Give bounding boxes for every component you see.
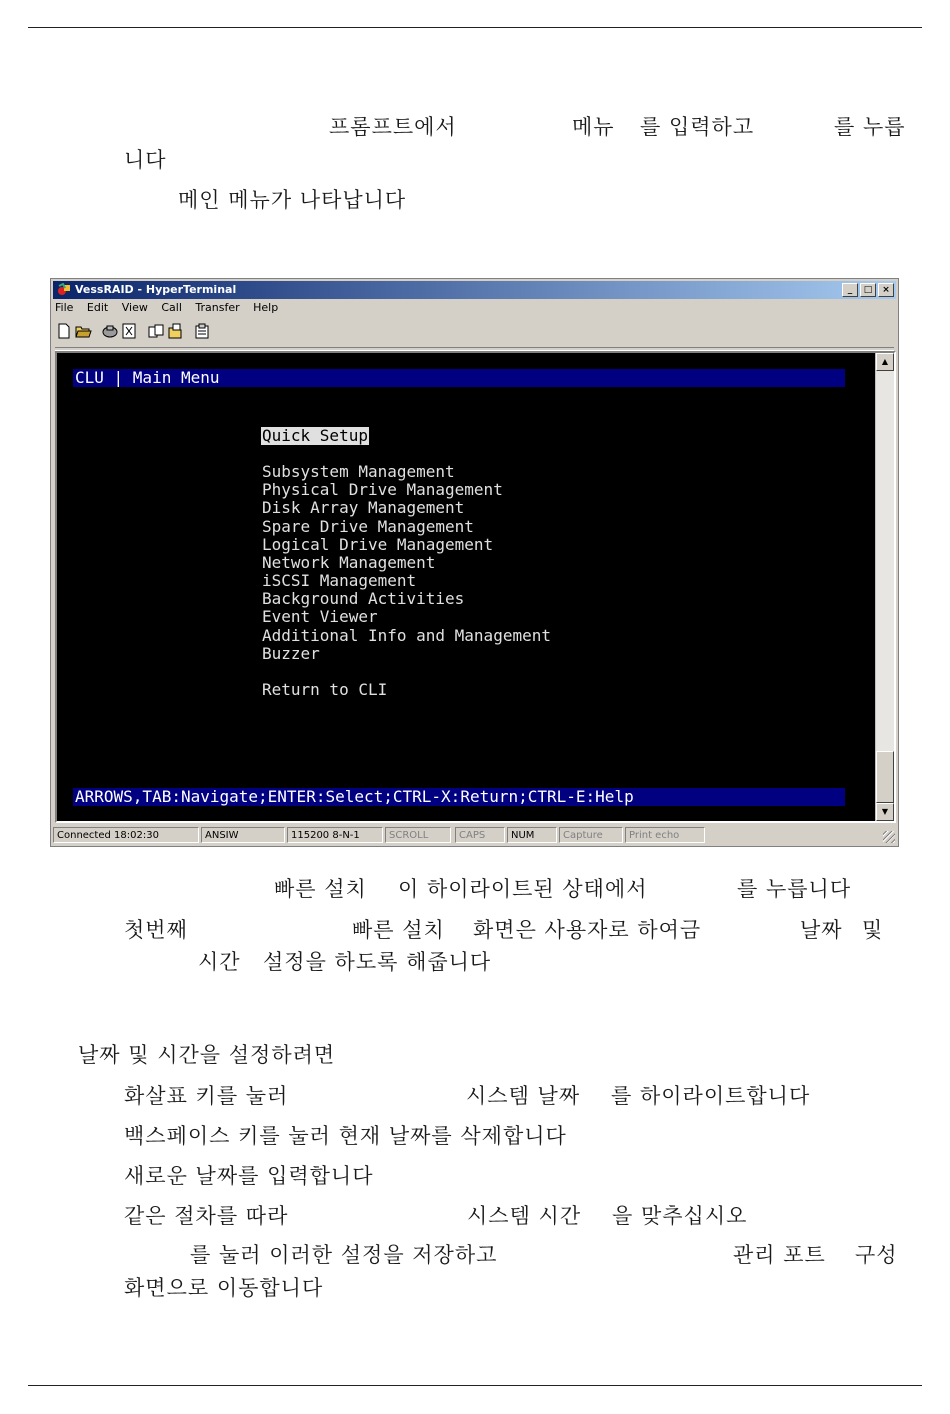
properties-icon[interactable] [193,322,211,340]
status-capture: Capture [559,827,623,843]
status-connected: Connected 18:02:30 [53,827,199,843]
open-icon[interactable] [74,322,92,340]
intro-text-1d: 를 누릅 [834,115,906,139]
terminal-header: CLU | Main Menu [73,369,845,387]
hyperterminal-window [50,278,899,847]
menu-item-physical-drive-management[interactable]: Physical Drive Management [262,480,503,499]
after-text-1a: 빠른 설치 [274,877,367,901]
step-3: 새로운 날짜를 입력합니다 [124,1164,374,1188]
steps-heading: 날짜 및 시간을 설정하려면 [78,1043,336,1067]
after-text-2e: 및 [862,918,884,942]
status-emulation: ANSIW [201,827,285,843]
menu-view[interactable]: View [121,301,148,314]
resize-grip-icon[interactable] [883,831,895,843]
intro-text-1c: 를 입력하고 [640,115,755,139]
minimize-button[interactable]: _ [842,283,858,297]
status-print-echo: Print echo [625,827,705,843]
after-text-1b: 이 하이라이트된 상태에서 [398,877,648,901]
terminal-screen[interactable] [57,353,874,821]
receive-icon[interactable] [166,322,184,340]
send-icon[interactable] [147,322,165,340]
after-text-2b: 빠른 설치 [352,918,445,942]
after-text-3b: 설정을 하도록 해줍니다 [263,950,492,974]
menu-item-network-management[interactable]: Network Management [262,553,436,572]
step-5b: 관리 포트 [733,1243,826,1267]
step-1a: 화살표 키를 눌러 [124,1084,289,1108]
menu-item-spare-drive-management[interactable]: Spare Drive Management [262,517,474,536]
menu-call[interactable]: Call [161,301,182,314]
scroll-down-icon[interactable]: ▼ [876,803,894,821]
intro-text-1a: 프롬프트에서 [329,115,457,139]
step-1b: 시스템 날짜 [466,1084,581,1108]
new-icon[interactable] [55,322,73,340]
title-bar[interactable] [53,281,896,299]
step-4c: 을 맞추십시오 [612,1204,748,1228]
hyperterminal-app-icon [57,283,71,297]
terminal-footer: ARROWS,TAB:Navigate;ENTER:Select;CTRL-X:Return;CTRL-E:Help [73,788,845,806]
menu-item-quick-setup[interactable]: Quick Setup [262,426,368,445]
status-port: 115200 8-N-1 [287,827,383,843]
bottom-rule [28,1385,922,1386]
step-2: 백스페이스 키를 눌러 현재 날짜를 삭제합니다 [124,1124,567,1148]
toolbar [55,322,212,344]
status-caps: CAPS [455,827,505,843]
terminal-frame [55,351,896,823]
connect-icon[interactable] [101,322,119,340]
after-text-2a: 첫번째 [124,918,188,942]
menu-item-background-activities[interactable]: Background Activities [262,589,465,608]
step-4a: 같은 절차를 따라 [124,1204,289,1228]
menu-bar [55,301,288,319]
step-5c: 구성 [855,1243,898,1267]
menu-help[interactable]: Help [253,301,279,314]
menu-item-subsystem-management[interactable]: Subsystem Management [262,462,455,481]
window-title: VessRAID - HyperTerminal [75,283,237,296]
maximize-button[interactable]: □ [860,283,876,297]
status-scroll: SCROLL [385,827,451,843]
menu-file[interactable]: File [55,301,74,314]
status-num: NUM [507,827,557,843]
menu-item-logical-drive-management[interactable]: Logical Drive Management [262,535,494,554]
menu-item-additional-info[interactable]: Additional Info and Management [262,626,551,645]
intro-text-3: 메인 메뉴가 나타납니다 [178,188,407,212]
intro-text-2: 니다 [124,148,167,172]
after-text-1c: 를 누릅니다 [737,877,852,901]
menu-edit[interactable]: Edit [86,301,109,314]
intro-text-1b: 메뉴 [572,115,615,139]
scroll-up-icon[interactable]: ▲ [876,353,894,371]
menu-transfer[interactable]: Transfer [195,301,240,314]
step-4b: 시스템 시간 [467,1204,582,1228]
after-text-2d: 날짜 [800,918,843,942]
menu-item-disk-array-management[interactable]: Disk Array Management [262,498,465,517]
after-text-2c: 화면은 사용자로 하여금 [473,918,702,942]
status-bar [53,826,896,844]
vertical-scrollbar[interactable] [875,353,894,821]
after-text-3a: 시간 [198,950,241,974]
step-5a: 를 눌러 이러한 설정을 저장하고 [190,1243,498,1267]
step-6: 화면으로 이동합니다 [124,1276,324,1300]
menu-item-event-viewer[interactable]: Event Viewer [262,607,378,626]
menu-item-return-to-cli[interactable]: Return to CLI [262,680,388,699]
close-button[interactable]: × [878,283,894,297]
menu-item-buzzer[interactable]: Buzzer [262,644,320,663]
disconnect-icon[interactable] [120,322,138,340]
menu-item-iscsi-management[interactable]: iSCSI Management [262,571,417,590]
scroll-thumb[interactable] [876,751,894,803]
step-1c: 를 하이라이트합니다 [611,1084,811,1108]
top-rule [28,27,922,28]
